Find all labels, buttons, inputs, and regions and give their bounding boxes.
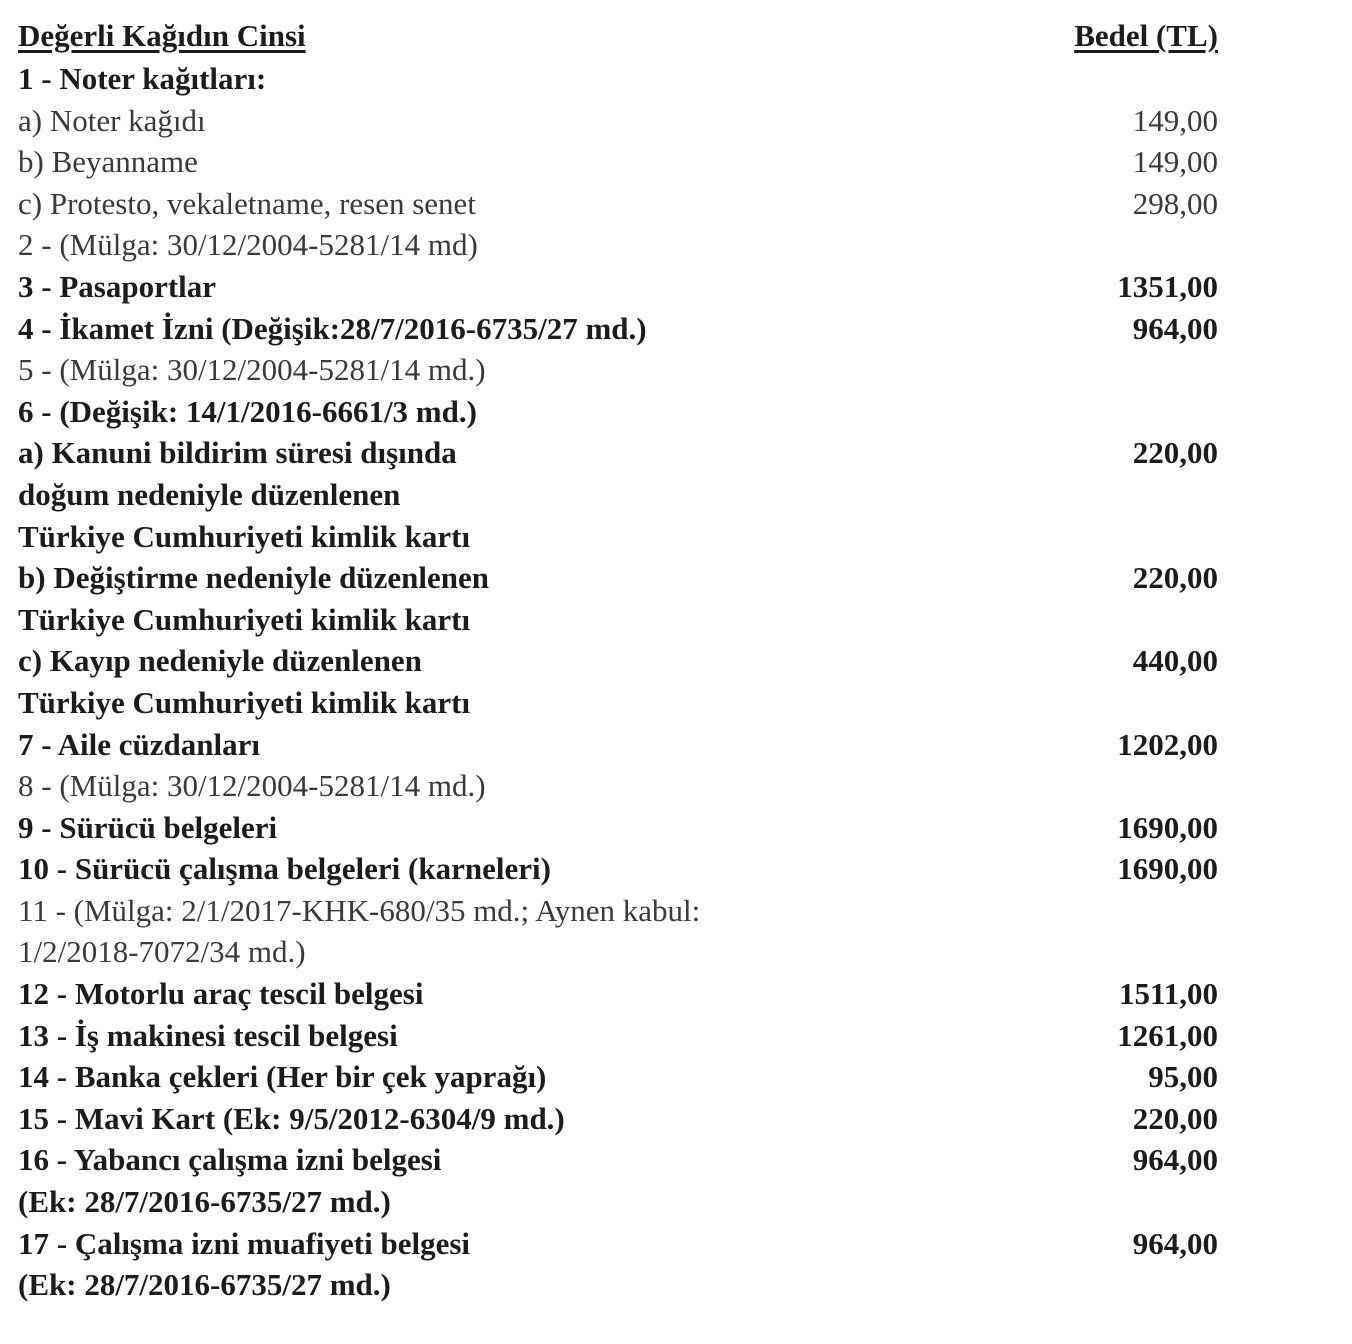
table-row — [18, 1264, 1218, 1306]
row-label: 15 - Mavi Kart (Ek: 9/5/2012-6304/9 md.) — [18, 1100, 565, 1136]
table-row — [18, 141, 1218, 183]
row-label: Türkiye Cumhuriyeti kimlik kartı — [18, 684, 471, 720]
column-header-fee: Bedel (TL) — [1074, 18, 1218, 53]
table-row — [18, 224, 1218, 266]
table-row — [18, 724, 1218, 766]
row-fee: 964,00 — [1132, 310, 1218, 346]
table-row — [18, 557, 1218, 599]
row-label: 2 - (Mülga: 30/12/2004-5281/14 md) — [18, 227, 478, 263]
table-row — [18, 1139, 1218, 1181]
row-fee: 298,00 — [1132, 185, 1218, 221]
row-fee: 220,00 — [1132, 435, 1218, 471]
table-row — [18, 1181, 1218, 1223]
fee-table — [18, 14, 1218, 1306]
row-label: 13 - İş makinesi tescil belgesi — [18, 1017, 398, 1053]
table-row — [18, 1223, 1218, 1265]
row-label: (Ek: 28/7/2016-6735/27 md.) — [18, 1184, 391, 1220]
table-row — [18, 266, 1218, 308]
row-label: 14 - Banka çekleri (Her bir çek yaprağı) — [18, 1059, 547, 1095]
row-label: Türkiye Cumhuriyeti kimlik kartı — [18, 601, 471, 637]
table-row — [18, 890, 1218, 932]
row-label: Türkiye Cumhuriyeti kimlik kartı — [18, 518, 471, 554]
table-row — [18, 931, 1218, 973]
table-row — [18, 432, 1218, 474]
table-row — [18, 308, 1218, 350]
row-label: b) Değiştirme nedeniyle düzenlenen — [18, 560, 489, 596]
row-label: 7 - Aile cüzdanları — [18, 726, 260, 762]
table-row — [18, 973, 1218, 1015]
table-row — [18, 599, 1218, 641]
table-row — [18, 474, 1218, 516]
table-row — [18, 848, 1218, 890]
table-row — [18, 1098, 1218, 1140]
row-label: c) Protesto, vekaletname, resen senet — [18, 185, 476, 221]
table-row — [18, 765, 1218, 807]
row-label: 6 - (Değişik: 14/1/2016-6661/3 md.) — [18, 393, 477, 429]
row-label: 8 - (Mülga: 30/12/2004-5281/14 md.) — [18, 768, 486, 804]
table-header — [18, 14, 1218, 58]
row-fee: 220,00 — [1132, 560, 1218, 596]
row-label: 12 - Motorlu araç tescil belgesi — [18, 976, 424, 1012]
row-label: a) Noter kağıdı — [18, 102, 206, 138]
table-row — [18, 349, 1218, 391]
row-label: 1 - Noter kağıtları: — [18, 61, 267, 96]
row-label: 1/2/2018-7072/34 md.) — [18, 934, 306, 970]
row-label: 5 - (Mülga: 30/12/2004-5281/14 md.) — [18, 352, 486, 388]
table-row — [18, 807, 1218, 849]
row-fee: 1202,00 — [1117, 726, 1218, 762]
row-label: 10 - Sürücü çalışma belgeleri (karneleri) — [18, 851, 551, 887]
row-fee: 1690,00 — [1117, 851, 1218, 887]
row-label: 17 - Çalışma izni muafiyeti belgesi — [18, 1225, 471, 1261]
row-fee: 1690,00 — [1117, 809, 1218, 845]
table-row — [18, 1015, 1218, 1057]
table-row — [18, 58, 1218, 100]
row-label: 3 - Pasaportlar — [18, 268, 217, 304]
row-fee: 1511,00 — [1118, 976, 1218, 1012]
row-fee: 1351,00 — [1117, 268, 1218, 304]
row-fee: 220,00 — [1132, 1100, 1218, 1136]
row-fee: 964,00 — [1132, 1225, 1218, 1261]
row-label: 16 - Yabancı çalışma izni belgesi — [18, 1142, 442, 1178]
table-row — [18, 100, 1218, 142]
table-row — [18, 183, 1218, 225]
row-label: c) Kayıp nedeniyle düzenlenen — [18, 643, 422, 679]
table-body — [18, 58, 1218, 1306]
row-fee: 149,00 — [1132, 102, 1218, 138]
row-fee: 1261,00 — [1117, 1017, 1218, 1053]
row-label: b) Beyanname — [18, 144, 198, 180]
row-label: 4 - İkamet İzni (Değişik:28/7/2016-6735/27 md.) — [18, 310, 647, 346]
row-label: a) Kanuni bildirim süresi dışında — [18, 435, 457, 471]
row-fee: 149,00 — [1132, 144, 1218, 180]
row-fee: 95,00 — [1148, 1059, 1218, 1095]
row-fee: 440,00 — [1132, 643, 1218, 679]
row-label: 11 - (Mülga: 2/1/2017-KHK-680/35 md.; Aynen kabul: — [18, 892, 701, 928]
table-row — [18, 682, 1218, 724]
row-label: (Ek: 28/7/2016-6735/27 md.) — [18, 1267, 391, 1303]
column-header-document-type: Değerli Kağıdın Cinsi — [18, 18, 306, 53]
table-row — [18, 516, 1218, 558]
row-label: 9 - Sürücü belgeleri — [18, 809, 278, 845]
row-fee: 964,00 — [1132, 1142, 1218, 1178]
row-label: doğum nedeniyle düzenlenen — [18, 476, 401, 512]
table-row — [18, 1056, 1218, 1098]
table-row — [18, 640, 1218, 682]
table-row — [18, 391, 1218, 433]
